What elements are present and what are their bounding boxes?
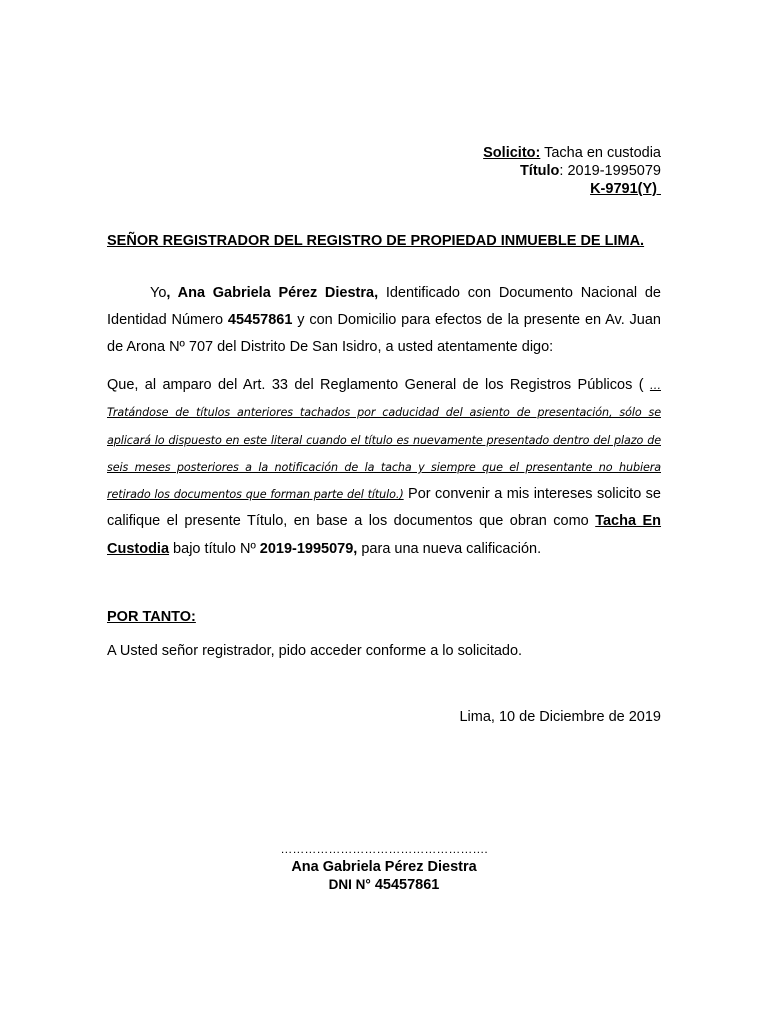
date-line: Lima, 10 de Diciembre de 2019 [459, 709, 661, 725]
body-text-3: bajo título Nº [169, 540, 260, 557]
request-line: A Usted señor registrador, pido acceder conforme a lo solicitado. [107, 643, 523, 659]
intro-text-2: y con Domicilio para efectos de la presente en Av. Juan de Arona Nº 707 del Distrito De San Isidro, a usted atentamente digo: [107, 312, 661, 355]
tacha-en-custodia: Tacha En Custodia [107, 513, 662, 557]
applicant-dni: 45457861 [227, 312, 293, 328]
titulo-number: 2019-1995079, [259, 540, 358, 557]
body-text-1: Que, al amparo del Art. 33 del Reglamento General de los Registros Públicos ( [107, 377, 650, 393]
solicito-label: Solicito: [483, 145, 541, 161]
intro-paragraph [107, 280, 661, 361]
titulo-line [483, 162, 661, 180]
titulo-value: : 2019-1995079 [559, 163, 661, 179]
intro-yo: Yo [150, 285, 167, 301]
signature-dni [107, 876, 661, 894]
signature-dni-label: DNI N° [328, 877, 371, 892]
signature-block [107, 840, 661, 894]
document-header [483, 144, 661, 198]
applicant-name: , Ana Gabriela Pérez Diestra, [166, 285, 379, 301]
legal-quote: … Tratándose de títulos anteriores tachados por caducidad del asiento de presentación, sólo se aplicará lo dispuesto en este literal cuando el título es nuevamente presentado dentro del plazo de seis meses posteriores a la notificación de la tacha y siempre que el presentante no hubiera retirado los documentos que forman parte del título.) [107, 379, 661, 502]
body-paragraph [107, 372, 661, 563]
por-tanto-heading: POR TANTO: [107, 609, 196, 625]
body-text-4: para una nueva calificación. [357, 540, 542, 557]
signature-dni-value: 45457861 [370, 877, 440, 893]
signature-line: ……………………………………………. [280, 842, 488, 856]
signature-name: Ana Gabriela Pérez Diestra [291, 859, 477, 875]
addressee: SEÑOR REGISTRADOR DEL REGISTRO DE PROPIEDAD INMUEBLE DE LIMA. [107, 233, 645, 249]
expediente-code: K-9791(Y) [590, 181, 661, 197]
body-text-2: Por convenir a mis intereses solicito se califique el presente Título, en base a los documentos que obran como [107, 486, 661, 530]
solicito-line [483, 144, 661, 162]
intro-text-1: Identificado con Documento Nacional de Identidad Número [107, 285, 661, 328]
titulo-label: Título [519, 163, 560, 179]
solicito-value: Tacha en custodia [540, 145, 661, 161]
